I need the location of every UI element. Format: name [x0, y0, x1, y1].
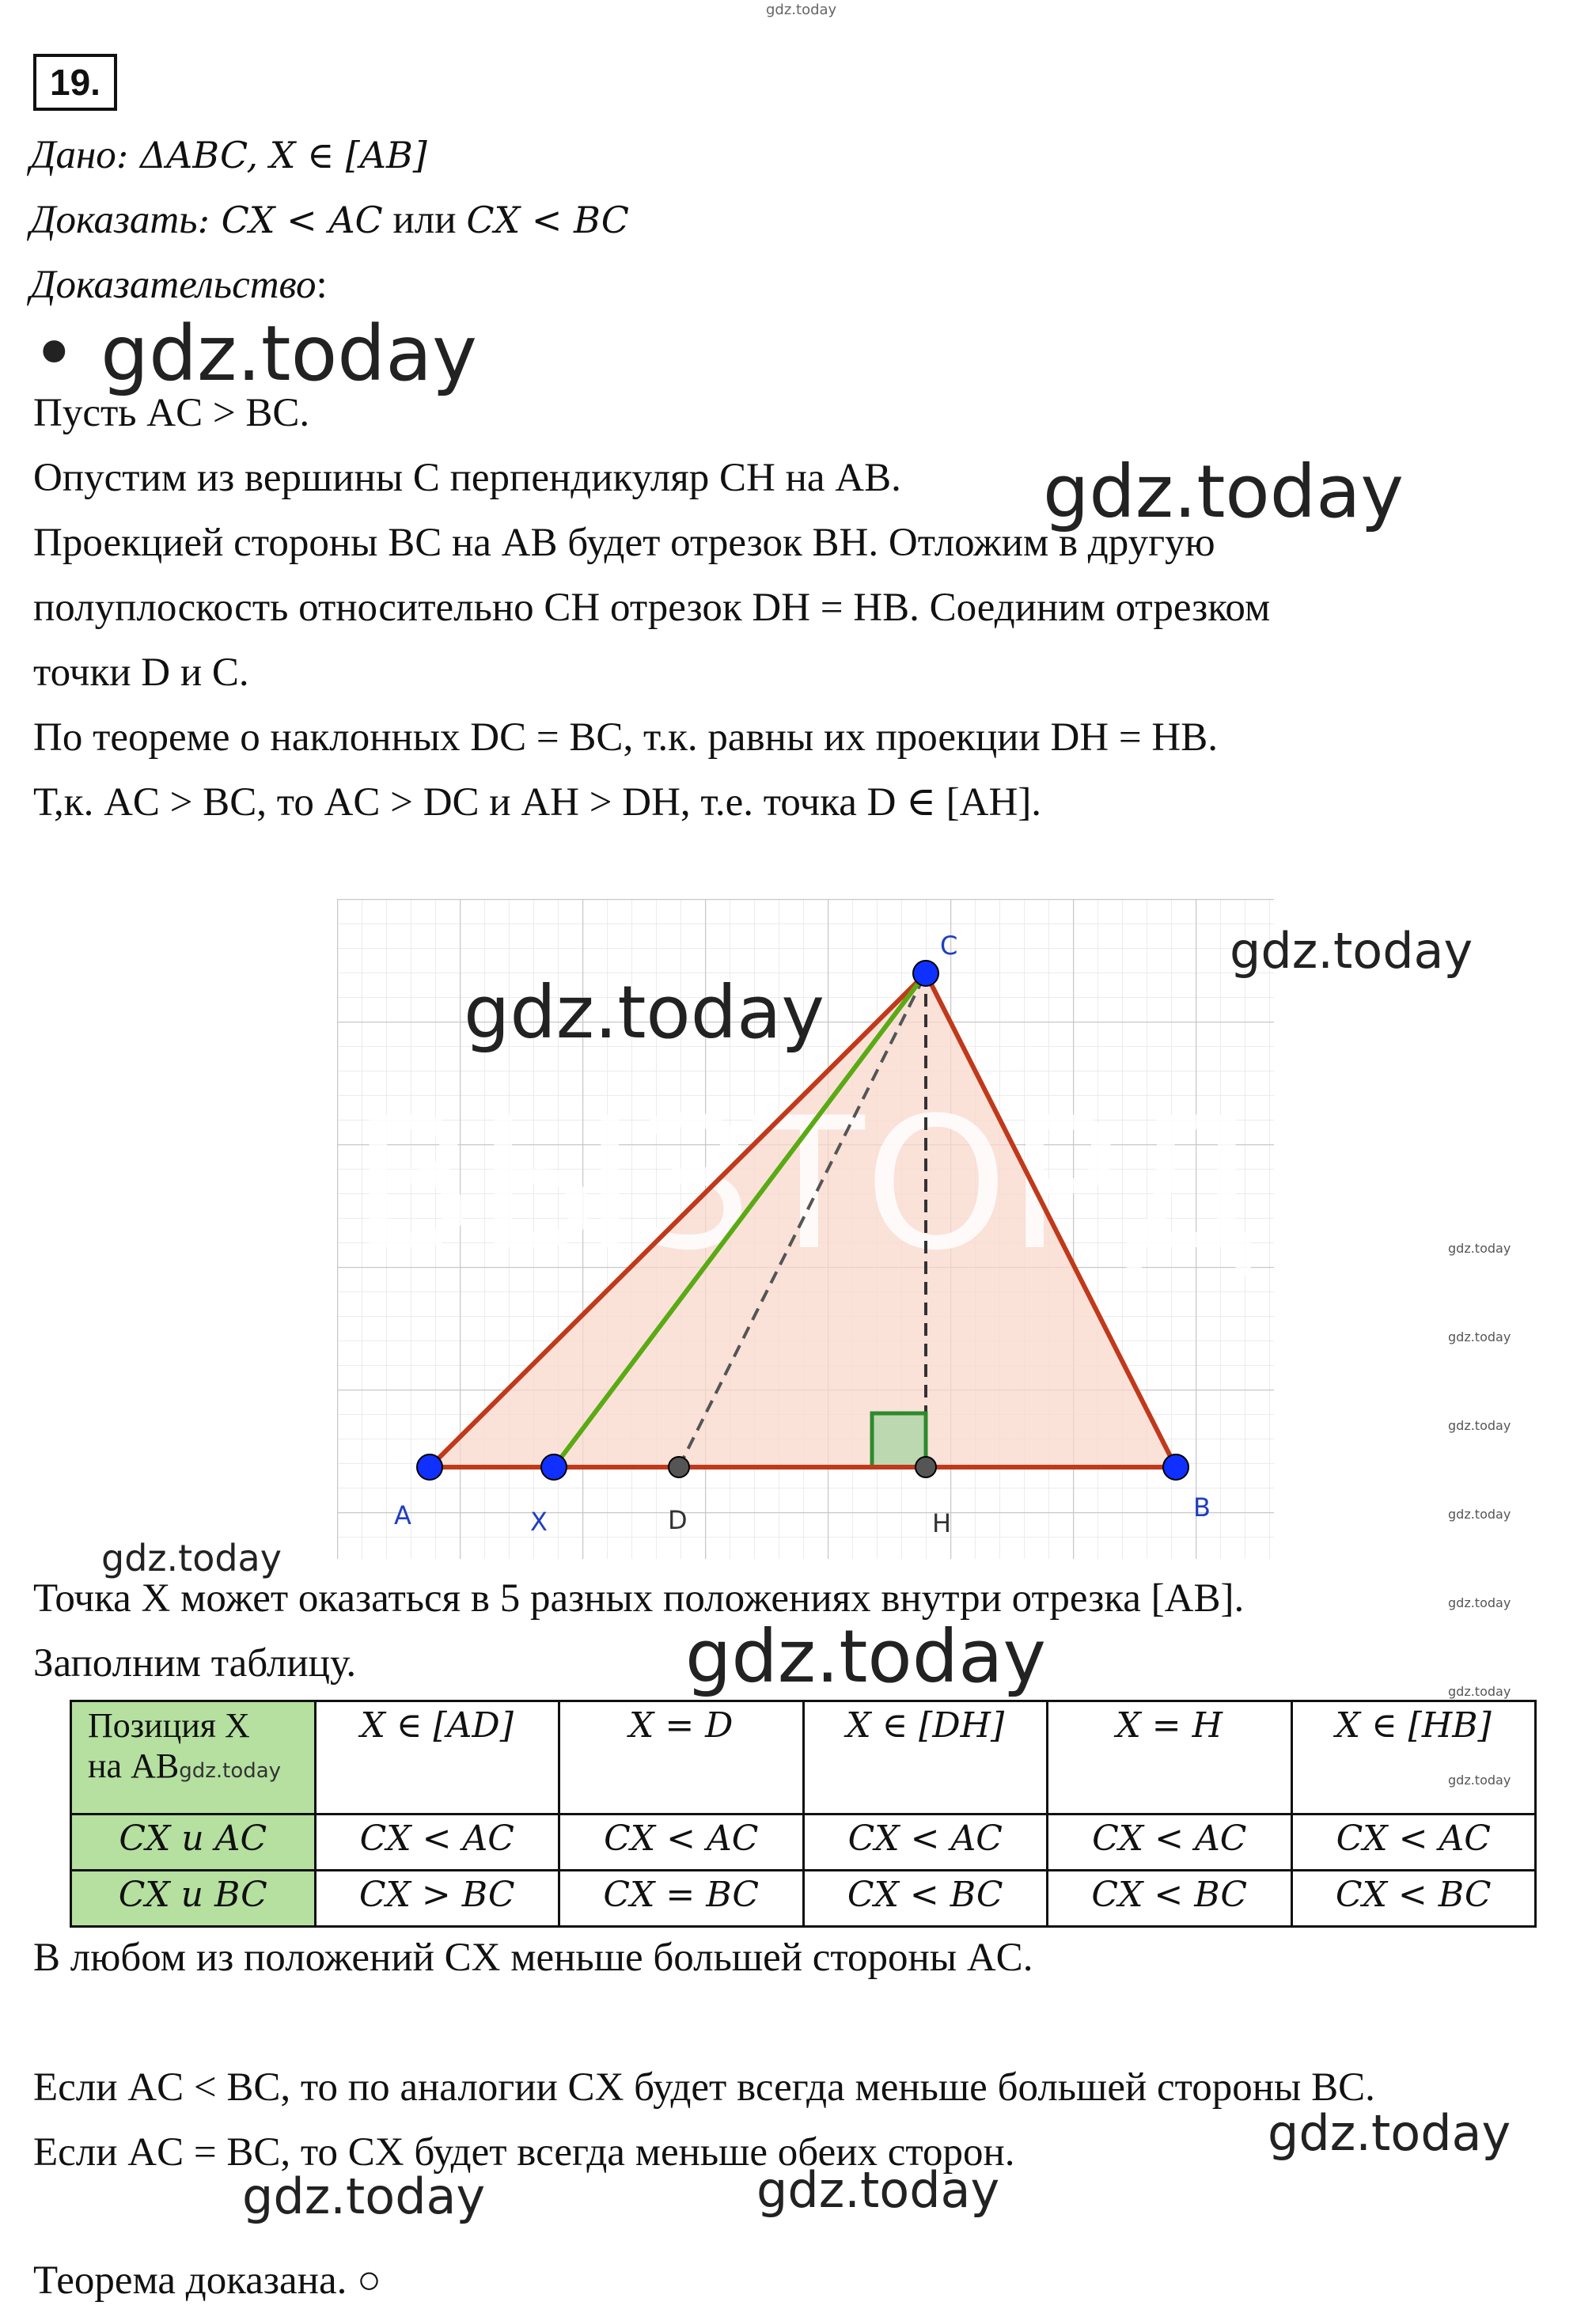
label-a: A	[394, 1500, 411, 1530]
table-cell: CX < AC	[1048, 1815, 1292, 1871]
paragraph-4: полуплоскость относительно CH отрезок DH = HB. Соединим отрезком	[33, 586, 1271, 630]
table-cell: CX = BC	[559, 1871, 804, 1927]
given-text: : ΔABC, X ∈ [AB]	[116, 134, 427, 176]
prove-or: или	[382, 198, 467, 242]
table-row	[71, 1815, 1536, 1871]
point-h	[916, 1457, 936, 1477]
prove-line	[30, 196, 629, 244]
prove-text: : CX < AC	[197, 199, 383, 241]
side-watermark-2: gdz.today	[1448, 1329, 1511, 1344]
label-d: D	[668, 1505, 688, 1535]
watermark-2: gdz.today	[1043, 449, 1404, 534]
label-h: H	[932, 1508, 952, 1538]
table-row-label: CX и AC	[71, 1815, 316, 1871]
label-c: C	[940, 931, 958, 961]
watermark-8: gdz.today	[242, 2167, 486, 2225]
table-cell: CX < AC	[315, 1815, 559, 1871]
point-c	[913, 961, 938, 986]
side-watermark-4: gdz.today	[1448, 1507, 1511, 1522]
table-cell: CX < AC	[1291, 1815, 1536, 1871]
proof-label-line	[30, 261, 328, 309]
prove-text2: CX < BC	[466, 199, 629, 241]
table-cell: CX > BC	[315, 1871, 559, 1927]
watermark-6: gdz.today	[685, 1614, 1046, 1699]
figure-overlay-text: ВЫЗТОРД	[351, 1079, 1260, 1291]
watermark-3: gdz.today	[464, 970, 825, 1055]
given-label: Дано	[30, 133, 116, 177]
table-row	[71, 1871, 1536, 1927]
position-text: Точка X может оказаться в 5 разных положениях внутри отрезка [AB].	[33, 1576, 1245, 1621]
task-number: 19.	[33, 54, 117, 111]
point-d	[669, 1457, 689, 1477]
point-x	[541, 1454, 567, 1480]
watermark-5: gdz.today	[101, 1537, 282, 1579]
side-watermark-6: gdz.today	[1448, 1684, 1511, 1699]
table-header-cell: X ∈ [AD]	[315, 1701, 559, 1815]
watermark-7: gdz.today	[1268, 2104, 1511, 2162]
proof-colon: :	[316, 263, 328, 307]
positions-table	[70, 1700, 1537, 1928]
table-header-cell: X ∈ [DH]	[803, 1701, 1048, 1815]
right-angle-mark	[872, 1413, 926, 1467]
paragraph-2: Опустим из вершины C перпендикуляр CH на AB.	[33, 456, 901, 500]
table-header-cell: X ∈ [HB]	[1291, 1701, 1536, 1815]
paragraph-1: Пусть AC > BC.	[33, 391, 310, 435]
prove-label: Доказать	[30, 198, 198, 242]
watermark-9: gdz.today	[756, 2161, 1000, 2219]
watermark-4: gdz.today	[1230, 922, 1473, 980]
paragraph-6: По теореме о наклонных DC = BC, т.к. равны их проекции DH = HB.	[33, 715, 1218, 760]
given-line	[30, 131, 427, 179]
paragraph-7: Т,к. AC > BC, то AC > DC и AH > DH, т.е. точка D ∈ [AH].	[33, 780, 1042, 825]
table-header-cell: X = D	[559, 1701, 804, 1815]
table-header-cell: X = H	[1048, 1701, 1292, 1815]
table-cell: CX < BC	[1291, 1871, 1536, 1927]
if-less-text: Если AC < BC, то по аналогии CX будет всегда меньше большей стороны BC.	[33, 2065, 1375, 2110]
side-watermark-1: gdz.today	[1448, 1241, 1511, 1256]
table-cell: CX < BC	[1048, 1871, 1292, 1927]
proof-label: Доказательство	[30, 263, 317, 307]
table-cell: CX < AC	[803, 1815, 1048, 1871]
table-header-label	[71, 1701, 316, 1815]
point-b	[1163, 1454, 1188, 1480]
side-watermark-3: gdz.today	[1448, 1418, 1511, 1433]
fill-table-text: Заполним таблицу.	[33, 1641, 357, 1686]
top-watermark: gdz.today	[766, 2, 837, 18]
header-label-line1: Позиция X	[88, 1706, 250, 1745]
header-label-line2: на AB	[88, 1746, 180, 1785]
watermark-1: • gdz.today	[32, 309, 477, 398]
end-text: Теорема доказана. ○	[33, 2258, 381, 2303]
table-cell: CX < BC	[803, 1871, 1048, 1927]
paragraph-5: точки D и C.	[33, 650, 249, 695]
table-cell: CX < AC	[559, 1815, 804, 1871]
side-watermark-5: gdz.today	[1448, 1595, 1511, 1610]
header-label-line2-wrap	[88, 1746, 309, 1786]
point-a	[417, 1454, 442, 1480]
side-watermark-7: gdz.today	[1448, 1773, 1511, 1788]
label-b: B	[1193, 1492, 1211, 1523]
table-header-row	[71, 1701, 1536, 1815]
conclusion-text: В любом из положений CX меньше большей стороны AC.	[33, 1936, 1033, 1980]
table-cell-watermark: gdz.today	[179, 1759, 282, 1783]
paragraph-3: Проекцией стороны BC на AB будет отрезок BH. Отложим в другую	[33, 521, 1215, 565]
table-row-label: CX и BC	[71, 1871, 316, 1927]
label-x: X	[530, 1507, 548, 1537]
if-equal-text: Если AC = BC, то CX будет всегда меньше обеих сторон.	[33, 2130, 1015, 2175]
